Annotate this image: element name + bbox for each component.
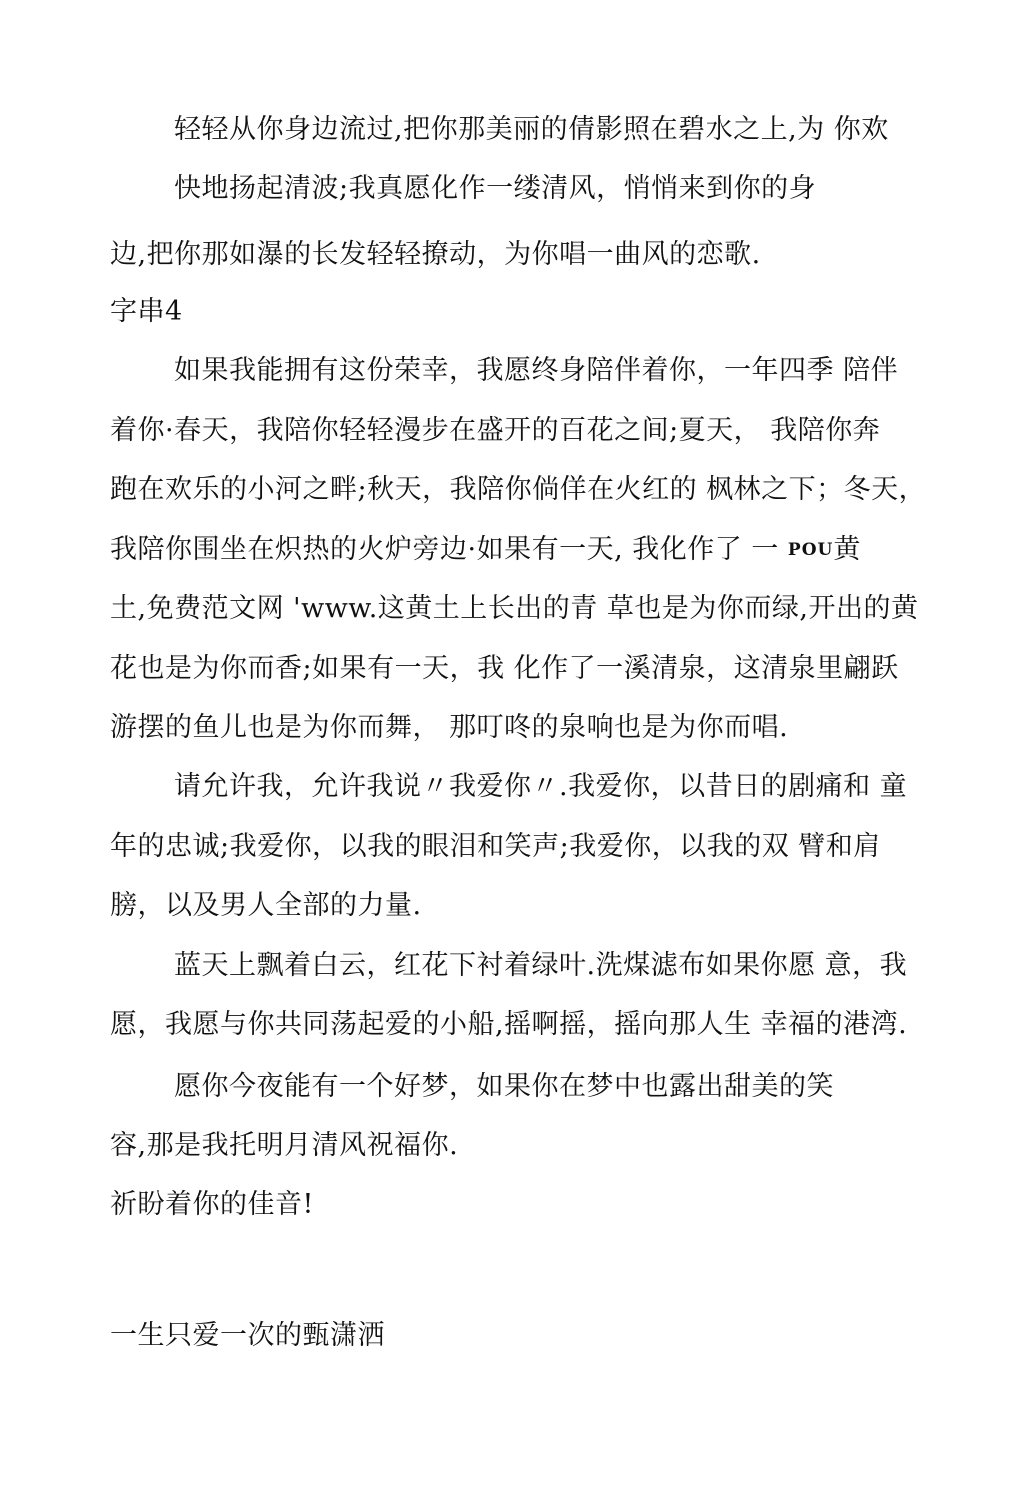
text-line-8-tail: 黄 — [833, 534, 861, 565]
text-line-10: 花也是为你而香;如果有一天，我 化作了一溪清泉，这清泉里翩跃 — [110, 653, 899, 684]
text-line-8-main: 我陪你围坐在炽热的火炉旁边·如果有一天, 我化作了 一 — [110, 534, 788, 565]
text-line-17: 愿你今夜能有一个好梦，如果你在梦中也露出甜美的笑 — [174, 1071, 834, 1102]
text-line-11: 游摆的鱼儿也是为你而舞， 那叮咚的泉响也是为你而唱. — [110, 712, 789, 743]
text-line-7: 跑在欢乐的小河之畔;秋天，我陪你倘佯在火红的 枫林之下；冬天， — [110, 474, 927, 505]
text-line-8-small: POU — [787, 540, 834, 560]
text-line-15: 蓝天上飘着白云，红花下衬着绿叶.洗煤滤布如果你愿 意，我 — [174, 950, 908, 981]
text-line-12: 请允许我，允许我说〃我爱你〃.我爱你，以昔日的剧痛和 童 — [174, 771, 908, 802]
text-line-8 — [110, 532, 861, 568]
text-line-5: 如果我能拥有这份荣幸，我愿终身陪伴着你，一年四季 陪伴 — [174, 355, 899, 386]
text-line-2: 快地扬起清波;我真愿化作一缕清风，悄悄来到你的身 — [174, 173, 817, 204]
text-line-3: 边,把你那如瀑的长发轻轻撩动，为你唱一曲风的恋歌. — [110, 239, 761, 270]
closing-title: 一生只爱一次的甄潇洒 — [110, 1320, 385, 1351]
text-line-1: 轻轻从你身边流过,把你那美丽的倩影照在碧水之上,为 你欢 — [174, 114, 889, 145]
text-line-18: 容,那是我托明月清风祝福你. — [110, 1130, 459, 1161]
text-line-16: 愿，我愿与你共同荡起爱的小船,摇啊摇，摇向那人生 幸福的港湾. — [110, 1009, 908, 1040]
text-line-9: 土,免费范文网 'www.这黄土上长出的青 草也是为你而绿,开出的黄 — [110, 593, 919, 624]
text-line-19: 祈盼着你的佳音! — [110, 1189, 314, 1220]
text-line-13: 年的忠诚;我爱你，以我的眼泪和笑声;我爱你，以我的双 臂和肩 — [110, 831, 881, 862]
text-line-6: 着你·春天，我陪你轻轻漫步在盛开的百花之间;夏天， 我陪你奔 — [110, 415, 881, 446]
section-heading: 字串4 — [110, 296, 183, 327]
text-line-14: 膀，以及男人全部的力量. — [110, 890, 422, 921]
